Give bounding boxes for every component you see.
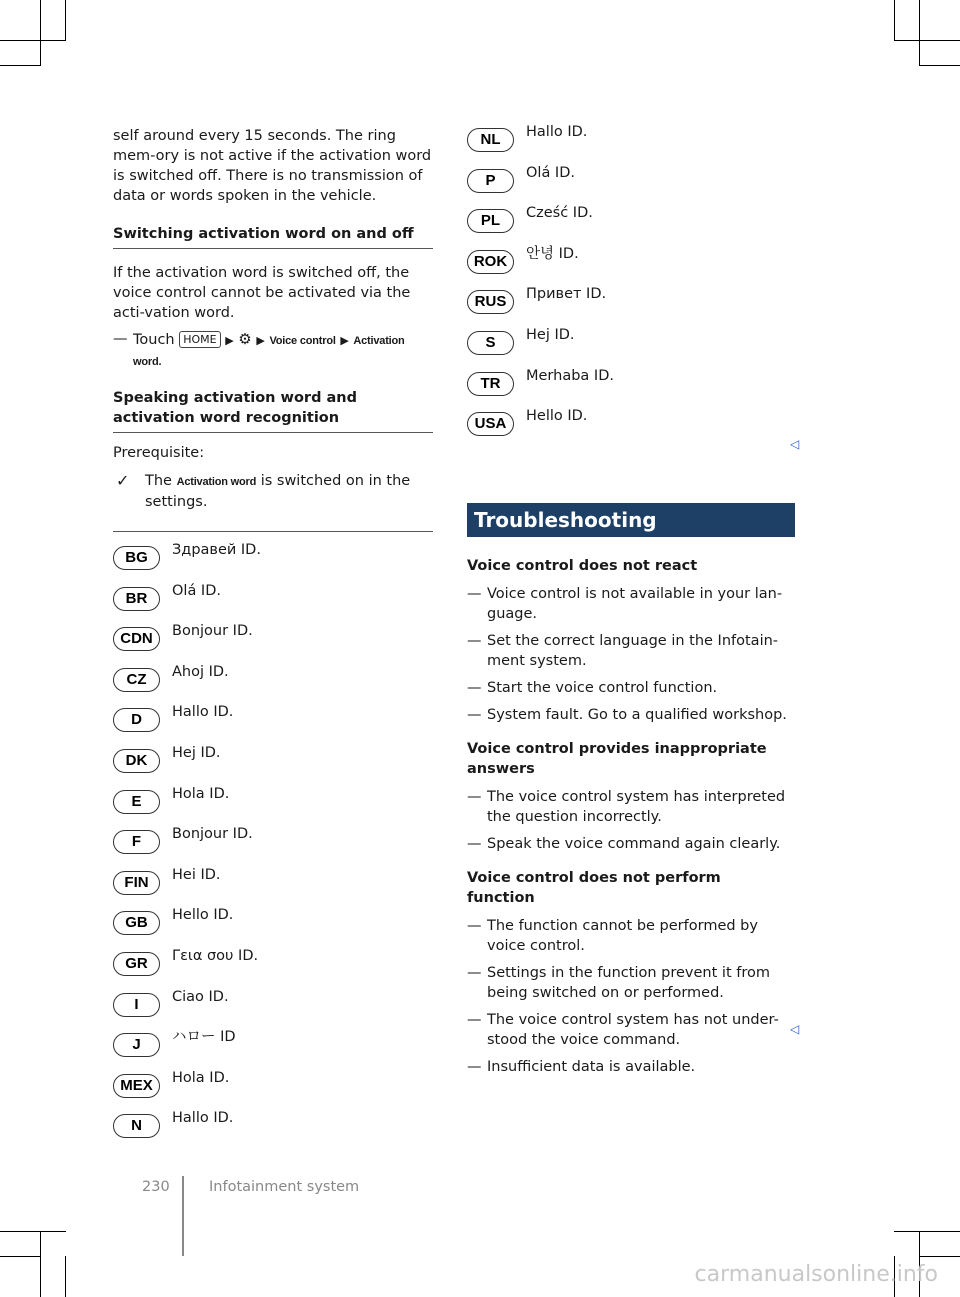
language-row [467, 288, 789, 329]
prerequisite-text: is switched on in the settings. [145, 473, 411, 510]
language-row [113, 1069, 433, 1113]
language-row [113, 909, 433, 950]
troubleshooting-item [467, 631, 789, 671]
country-code-badge: GR [113, 952, 160, 976]
country-code-badge: J [113, 1033, 160, 1057]
troubleshooting-item [467, 1057, 789, 1077]
left-column [113, 126, 433, 1153]
divider [113, 531, 433, 532]
troubleshooting-item [467, 787, 789, 827]
country-code-badge: I [113, 993, 160, 1017]
activation-greeting: Hello ID. [526, 408, 588, 425]
menu-activation-word: word. [133, 356, 162, 368]
watermark: carmanualsonline.info [694, 1262, 938, 1287]
troubleshooting-heading: Voice control does not perform function [467, 869, 721, 906]
activation-greeting: Hej ID. [526, 326, 575, 343]
troubleshooting-text: Voice control is not available in your lan-guage. [487, 585, 783, 622]
country-code-badge: DK [113, 749, 160, 773]
troubleshooting-item [467, 584, 789, 624]
country-code-badge: BR [113, 587, 160, 611]
language-row [113, 744, 433, 788]
troubleshooting-item [467, 1010, 789, 1050]
language-row [113, 625, 433, 666]
footer-divider [182, 1176, 184, 1256]
troubleshooting-text: Settings in the function prevent it from being switched on or performed. [487, 964, 770, 1001]
dash-icon: — [467, 1058, 482, 1075]
country-code-badge: N [113, 1114, 160, 1138]
activation-greeting: Hei ID. [172, 866, 221, 883]
menu-activation: Activation [353, 335, 405, 347]
activation-greeting: Hallo ID. [172, 1110, 234, 1127]
language-row [467, 164, 789, 208]
troubleshooting-heading: Voice control does not react [467, 557, 698, 574]
setting-name: Activation word [176, 476, 257, 488]
language-row [467, 367, 789, 411]
troubleshooting-text: Start the voice control function. [487, 679, 718, 696]
check-icon: ✓ [116, 471, 130, 490]
country-code-badge: TR [467, 372, 514, 396]
troubleshooting-item [467, 963, 789, 1003]
home-key: HOME [179, 331, 220, 348]
section-heading: Switching activation word on and off [113, 224, 433, 249]
country-code-badge: E [113, 790, 160, 814]
dash-icon: — [467, 632, 482, 649]
dash-icon: — [467, 788, 482, 805]
dash-icon: — [467, 585, 482, 602]
language-row [113, 582, 433, 626]
country-code-badge: D [113, 708, 160, 732]
language-row [113, 866, 433, 910]
troubleshooting-item [467, 705, 789, 725]
activation-greeting: Hello ID. [172, 907, 234, 924]
activation-greeting: ハロー ID [172, 1029, 236, 1046]
activation-greeting: Olá ID. [526, 164, 575, 181]
activation-greeting: Bonjour ID. [172, 623, 253, 640]
country-code-badge: MEX [113, 1074, 160, 1098]
touch-label: Touch [133, 332, 175, 348]
activation-greeting: Ciao ID. [172, 988, 229, 1005]
activation-greeting: Olá ID. [172, 582, 221, 599]
activation-greeting: Ahoj ID. [172, 663, 229, 680]
activation-greeting: Merhaba ID. [526, 367, 614, 384]
dash-icon: — [467, 917, 482, 934]
body-paragraph: If the activation word is switched off, the voice control cannot be activated via the acti-vation word. [113, 265, 411, 321]
prerequisite-item [113, 471, 433, 512]
end-of-section-icon: ◁ [790, 437, 800, 451]
instruction-step [113, 329, 433, 372]
country-code-badge: GB [113, 911, 160, 935]
language-row [467, 245, 789, 289]
troubleshooting-text: Speak the voice command again clearly. [487, 835, 781, 852]
section-name: Infotainment system [209, 1179, 360, 1195]
country-code-badge: CDN [113, 627, 160, 651]
troubleshooting-text: System fault. Go to a qualified workshop. [487, 706, 787, 723]
activation-greeting: Hallo ID. [172, 704, 234, 721]
troubleshooting-text: Insufficient data is available. [487, 1058, 696, 1075]
activation-greeting: Hallo ID. [526, 124, 588, 140]
country-code-badge: PL [467, 209, 514, 233]
country-code-badge: NL [467, 128, 514, 152]
right-column [467, 126, 789, 1091]
country-code-badge: ROK [467, 250, 514, 274]
country-code-badge: CZ [113, 668, 160, 692]
language-row [467, 207, 789, 248]
troubleshooting-item [467, 916, 789, 956]
activation-greeting: 안녕 ID. [526, 245, 579, 262]
troubleshooting-item [467, 678, 789, 698]
troubleshooting-text: The function cannot be performed by voice control. [487, 917, 758, 954]
country-code-badge: BG [113, 546, 160, 570]
activation-greeting: Привет ID. [526, 286, 607, 303]
country-code-badge: FIN [113, 871, 160, 895]
dash-icon: — [467, 964, 482, 981]
language-row [113, 1112, 433, 1153]
language-row [113, 828, 433, 869]
troubleshooting-text: Set the correct language in the Infotain-ment system. [487, 632, 779, 669]
language-row [113, 706, 433, 747]
language-row [113, 785, 433, 829]
page-number: 230 [142, 1179, 170, 1195]
arrow-icon: ▶ [225, 334, 234, 347]
language-list [113, 544, 433, 1153]
troubleshooting-banner: Troubleshooting [467, 503, 795, 537]
dash-icon: — [467, 679, 482, 696]
intro-paragraph: self around every 15 seconds. The ring mem-ory is not active if the activation word is switched off. There is no transmission of data or words spoken in the vehicle. [113, 128, 432, 204]
arrow-icon: ▶ [340, 334, 349, 347]
troubleshooting-text: The voice control system has interpreted the question incorrectly. [487, 788, 786, 825]
dash-icon: — [467, 1011, 482, 1028]
country-code-badge: S [467, 331, 514, 355]
activation-greeting: Hej ID. [172, 744, 221, 761]
country-code-badge: USA [467, 412, 514, 436]
activation-greeting: Здравей ID. [172, 542, 261, 558]
language-row [467, 410, 789, 451]
language-row [113, 544, 433, 585]
activation-greeting: Bonjour ID. [172, 826, 253, 843]
troubleshooting-text: The voice control system has not under-stood the voice command. [487, 1011, 779, 1048]
activation-greeting: Hola ID. [172, 1069, 230, 1086]
dash-icon: — [467, 835, 482, 852]
dash-icon: — [113, 331, 128, 347]
arrow-icon: ▶ [256, 334, 265, 347]
language-row [113, 988, 433, 1032]
language-row [467, 126, 789, 167]
troubleshooting-item [467, 834, 789, 854]
end-of-section-icon: ◁ [790, 1022, 800, 1036]
activation-greeting: Cześć ID. [526, 205, 593, 222]
country-code-badge: RUS [467, 290, 514, 314]
section-heading: Speaking activation word and activation word recognition [113, 388, 433, 433]
prerequisite-label: Prerequisite: [113, 445, 205, 461]
language-row [467, 326, 789, 370]
country-code-badge: F [113, 830, 160, 854]
language-row [113, 1031, 433, 1072]
menu-voice-control: Voice control [269, 335, 336, 347]
gear-icon: ⚙ [238, 330, 252, 348]
troubleshooting-heading: Voice control provides inappropriate answers [467, 740, 767, 777]
language-row [113, 663, 433, 707]
activation-greeting: Γεια σου ID. [172, 947, 259, 964]
dash-icon: — [467, 706, 482, 723]
troubleshooting-sections [467, 556, 789, 1091]
activation-greeting: Hola ID. [172, 785, 230, 802]
prerequisite-text: The [145, 473, 172, 489]
language-list [467, 126, 789, 451]
country-code-badge: P [467, 169, 514, 193]
language-row [113, 947, 433, 991]
